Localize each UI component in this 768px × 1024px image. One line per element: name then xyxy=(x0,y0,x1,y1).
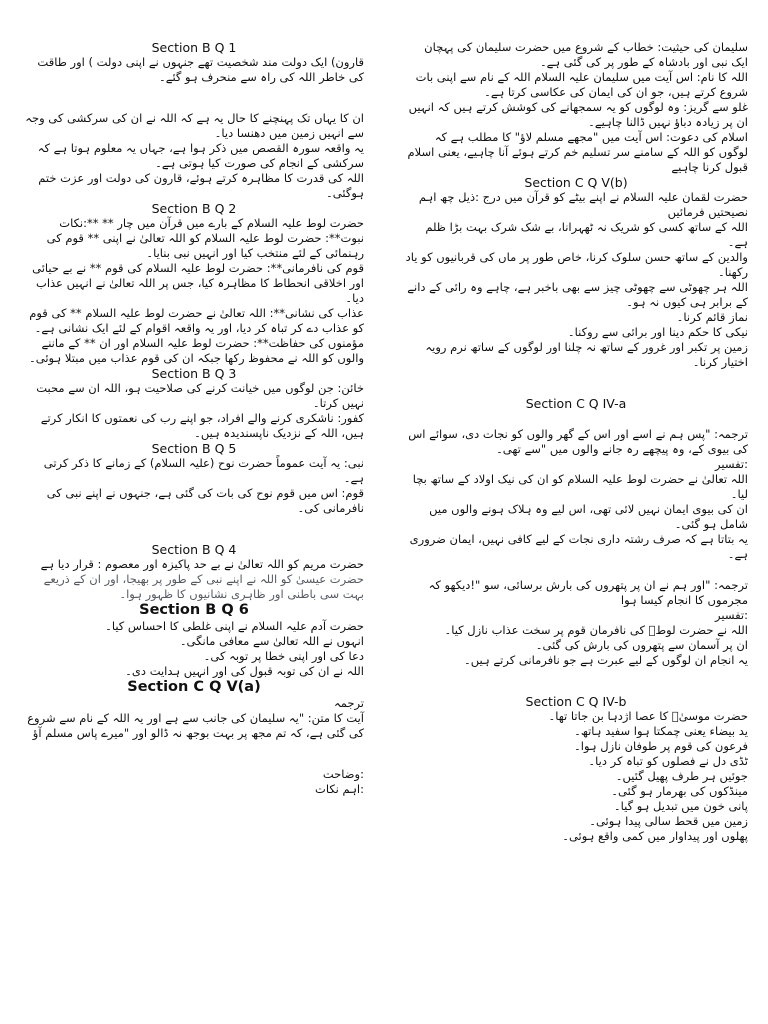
section-heading: Section B Q 4 xyxy=(151,542,237,557)
section-heading: Section C Q V(b) xyxy=(524,175,628,190)
paragraph: اللہ کی قدرت کا مظاہرہ کرتے ہوئے، قارون کی دولت اور عزت ختم ہوگئی۔ xyxy=(38,171,364,200)
paragraph: نیکی کا حکم دینا اور برائی سے روکنا۔ xyxy=(567,325,748,339)
paragraph: ان پر آسمان سے پتھروں کی بارش کی گئی۔ xyxy=(535,638,748,652)
paragraph: سلیمان کی حیثیت: خطاب کے شروع میں حضرت سلیمان کی پہچان ایک نبی اور بادشاہ کے طور پر کی گئی ہے۔ xyxy=(424,40,748,69)
paragraph: ان کا یہاں تک پہنچنے کا حال یہ ہے کہ اللہ نے ان کی سرکشی کی وجہ سے انہیں زمین میں دھنسا دیا۔ xyxy=(25,111,364,140)
spacer xyxy=(404,411,748,427)
paragraph: :تفسیر xyxy=(715,457,748,471)
paragraph: دعا کی اور اپنی خطا پر توبہ کی۔ xyxy=(203,649,364,663)
paragraph: زمین میں قحط سالی پیدا ہوئی۔ xyxy=(589,814,748,828)
paragraph: غلو سے گریز: وہ لوگوں کو یہ سمجھانے کی کوشش کرتے ہیں کہ انہیں ان پر زیادہ دباؤ نہیں ڈالنا چاہیے۔ xyxy=(408,100,748,129)
paragraph: نبی: یہ آیت عموماً حضرت نوح (علیہ السلام) کے زمانے کا ذکر کرتی ہے۔ xyxy=(43,456,364,485)
paragraph: حضرت عیسیٰ کو اللہ نے اپنے نبی کے طور پر بھیجا، اور ان کے ذریعے بہت سی باطنی اور ظاہری نشانیوں کا ظہور ہوا۔ xyxy=(43,572,364,601)
paragraph: زمین پر تکبر اور غرور کے ساتھ نہ چلنا اور لوگوں کے ساتھ نرم رویہ اختیار کرنا۔ xyxy=(425,340,748,369)
paragraph: :اہم نکات xyxy=(315,782,364,796)
section-heading: Section B Q 3 xyxy=(151,366,237,381)
paragraph: یہ انجام ان لوگوں کے لیے عبرت ہے جو نافرمانی کرتے ہیں۔ xyxy=(464,653,748,667)
paragraph: آیت کا متن: "یہ سلیمان کی جانب سے ہے اور یہ اللہ کے نام سے شروع کی گئی ہے، کہ تم مجھ پر بہت بوجھ نہ ڈالو اور "میرے پاس مسلم آؤ xyxy=(27,711,364,740)
paragraph: اللہ نے ان کی توبہ قبول کی اور انہیں ہدایت دی۔ xyxy=(125,664,364,678)
paragraph: کفور: ناشکری کرنے والے افراد، جو اپنے رب کی نعمتوں کا انکار کرتے ہیں، اللہ کے نزدیک ناپسندیدہ ہیں۔ xyxy=(40,411,364,440)
section-heading: Section C Q V(a) xyxy=(127,679,261,695)
paragraph: ترجمہ: "پس ہم نے اسے اور اس کے گھر والوں کو نجات دی، سوائے اس کی بیوی کے، وہ پیچھے رہ جانے والوں میں "سے تھی۔ xyxy=(408,427,748,456)
paragraph: یہ واقعہ سورہ القصص میں ذکر ہوا ہے، جہاں یہ معلوم ہوتا ہے کہ سرکشی کے انجام کی صورت کیا ہوتی ہے۔ xyxy=(37,141,364,170)
paragraph: یہ بتاتا ہے کہ صرف رشتہ داری نجات کے لیے کافی نہیں، ایمان ضروری ہے۔ xyxy=(409,532,748,561)
section-heading: Section B Q 5 xyxy=(151,441,237,456)
paragraph: والدین کے ساتھ حسن سلوک کرنا، خاص طور پر ماں کی قربانیوں کو یاد رکھنا۔ xyxy=(405,250,748,279)
paragraph: حضرت آدم علیہ السلام نے اپنی غلطی کا احساس کیا۔ xyxy=(105,619,364,633)
paragraph: اللہ کا نام: اس آیت میں سلیمان علیہ السلام اللہ کے نام سے اپنی بات شروع کرتے ہیں، جو ان کی ایمان کی عکاسی کرتا ہے۔ xyxy=(415,70,748,99)
section-heading: Section B Q 2 xyxy=(151,201,237,216)
paragraph: ان کی بیوی ایمان نہیں لائی تھی، اس لیے وہ ہلاک ہونے والوں میں شامل ہو گئی۔ xyxy=(429,502,748,531)
spacer xyxy=(404,562,748,578)
paragraph: قارون) ایک دولت مند شخصیت تھے جنہوں نے اپنی دولت ) اور طاقت کی خاطر اللہ کی راہ سے منحرف ہو گئے۔ xyxy=(37,55,364,84)
paragraph: قوم کی نافرمانی**: حضرت لوط علیہ السلام کی قوم ** نے بے حیائی اور اخلاقی انحطاط کا مظاہرہ کیا، جس پر اللہ تعالیٰ نے انہیں عذاب دیا۔ xyxy=(32,261,364,305)
paragraph: اللہ کے ساتھ کسی کو شریک نہ ٹھہرانا، بے شک شرک بہت بڑا ظلم ہے۔ xyxy=(425,220,748,249)
paragraph: مینڈکوں کی بھرمار ہو گئی۔ xyxy=(611,784,748,798)
paragraph: فرعون کی قوم پر طوفان نازل ہوا۔ xyxy=(574,739,748,753)
paragraph: پانی خون میں تبدیل ہو گیا۔ xyxy=(613,799,748,813)
paragraph: :وضاحت xyxy=(322,767,364,781)
spacer xyxy=(404,370,748,396)
paragraph: نماز قائم کرنا۔ xyxy=(676,310,748,324)
spacer xyxy=(24,85,364,111)
section-heading: Section B Q 1 xyxy=(151,40,237,55)
section-heading: Section C Q IV-b xyxy=(525,694,627,709)
paragraph: عذاب کی نشانی**: اللہ تعالیٰ نے حضرت لوط علیہ السلام ** کی قوم کو عذاب دے کر تباہ کر دیا، اور یہ واقعہ اقوام کے لئے ایک نشانی ہے۔ xyxy=(29,306,364,335)
paragraph: اسلام کی دعوت: اس آیت میں "مجھے مسلم لاؤ" کا مطلب ہے کہ لوگوں کو اللہ کے سامنے سر تسلیم خم کرتے ہوئے آنا چاہیے، یعنی اسلام قبول کرنا چاہیے xyxy=(407,130,748,174)
paragraph: مؤمنوں کی حفاظت**: حضرت لوط علیہ السلام اور ان ** کے ماننے والوں کو اللہ نے محفوظ رکھا جبکہ ان کی قوم عذاب میں مبتلا ہوئی۔ xyxy=(29,336,364,365)
spacer xyxy=(404,668,748,694)
paragraph: :تفسیر xyxy=(715,608,748,622)
paragraph: ترجمہ: "اور ہم نے ان پر پتھروں کی بارش برسائی، سو "!دیکھو کہ مجرموں کا انجام کیسا ہوا xyxy=(428,578,748,607)
paragraph: حضرت مریم کو اللہ تعالیٰ نے بے حد پاکیزہ اور معصوم : قرار دیا ہے xyxy=(40,557,364,571)
paragraph: حضرت موسیٰؑ کا عصا اژدہا بن جاتا تھا۔ xyxy=(548,709,748,723)
spacer xyxy=(24,516,364,542)
paragraph: ترجمہ xyxy=(333,696,364,710)
paragraph: انہوں نے اللہ تعالیٰ سے معافی مانگی۔ xyxy=(179,634,364,648)
paragraph: جوئیں ہر طرف پھیل گئیں۔ xyxy=(615,769,748,783)
paragraph: حضرت لقمان علیہ السلام نے اپنے بیٹے کو قرآن میں درج :ذیل چھ اہم نصیحتیں فرمائیں xyxy=(418,190,748,219)
paragraph: پھلوں اور پیداوار میں کمی واقع ہوئی۔ xyxy=(562,829,748,843)
paragraph: اللہ نے حضرت لوطؑ کی نافرمان قوم پر سخت عذاب نازل کیا۔ xyxy=(444,623,748,637)
paragraph: نبوت**: حضرت لوط علیہ السلام کو اللہ تعالیٰ نے اپنی ** قوم کی رہنمائی کے لئے منتخب کیا اور انہیں نبی بنایا۔ xyxy=(46,231,364,260)
paragraph: قوم: اس میں قوم نوح کی بات کی گئی ہے، جنہوں نے اپنے نبی کی نافرمانی کی۔ xyxy=(46,486,364,515)
left-column xyxy=(24,40,364,797)
right-column xyxy=(404,40,748,844)
paragraph: اللہ ہر چھوٹی سے چھوٹی چیز سے بھی باخبر ہے، چاہے وہ رائی کے دانے کے برابر ہی کیوں نہ ہو۔ xyxy=(407,280,748,309)
section-heading: Section B Q 6 xyxy=(139,602,249,618)
paragraph: خائن: جن لوگوں میں خیانت کرنے کی صلاحیت ہو، اللہ ان سے محبت نہیں کرتا۔ xyxy=(36,381,364,410)
paragraph: ید بیضاء یعنی چمکتا ہوا سفید ہاتھ۔ xyxy=(574,724,748,738)
paragraph: ٹڈی دل نے فصلوں کو تباہ کر دیا۔ xyxy=(588,754,748,768)
spacer xyxy=(24,741,364,767)
paragraph: حضرت لوط علیہ السلام کے بارے میں قرآن میں چار ** **:نکات xyxy=(59,216,364,230)
paragraph: اللہ تعالیٰ نے حضرت لوط علیہ السلام کو ان کی نیک اولاد کے ساتھ بچا لیا۔ xyxy=(412,472,748,501)
section-heading: Section C Q IV-a xyxy=(525,396,627,411)
